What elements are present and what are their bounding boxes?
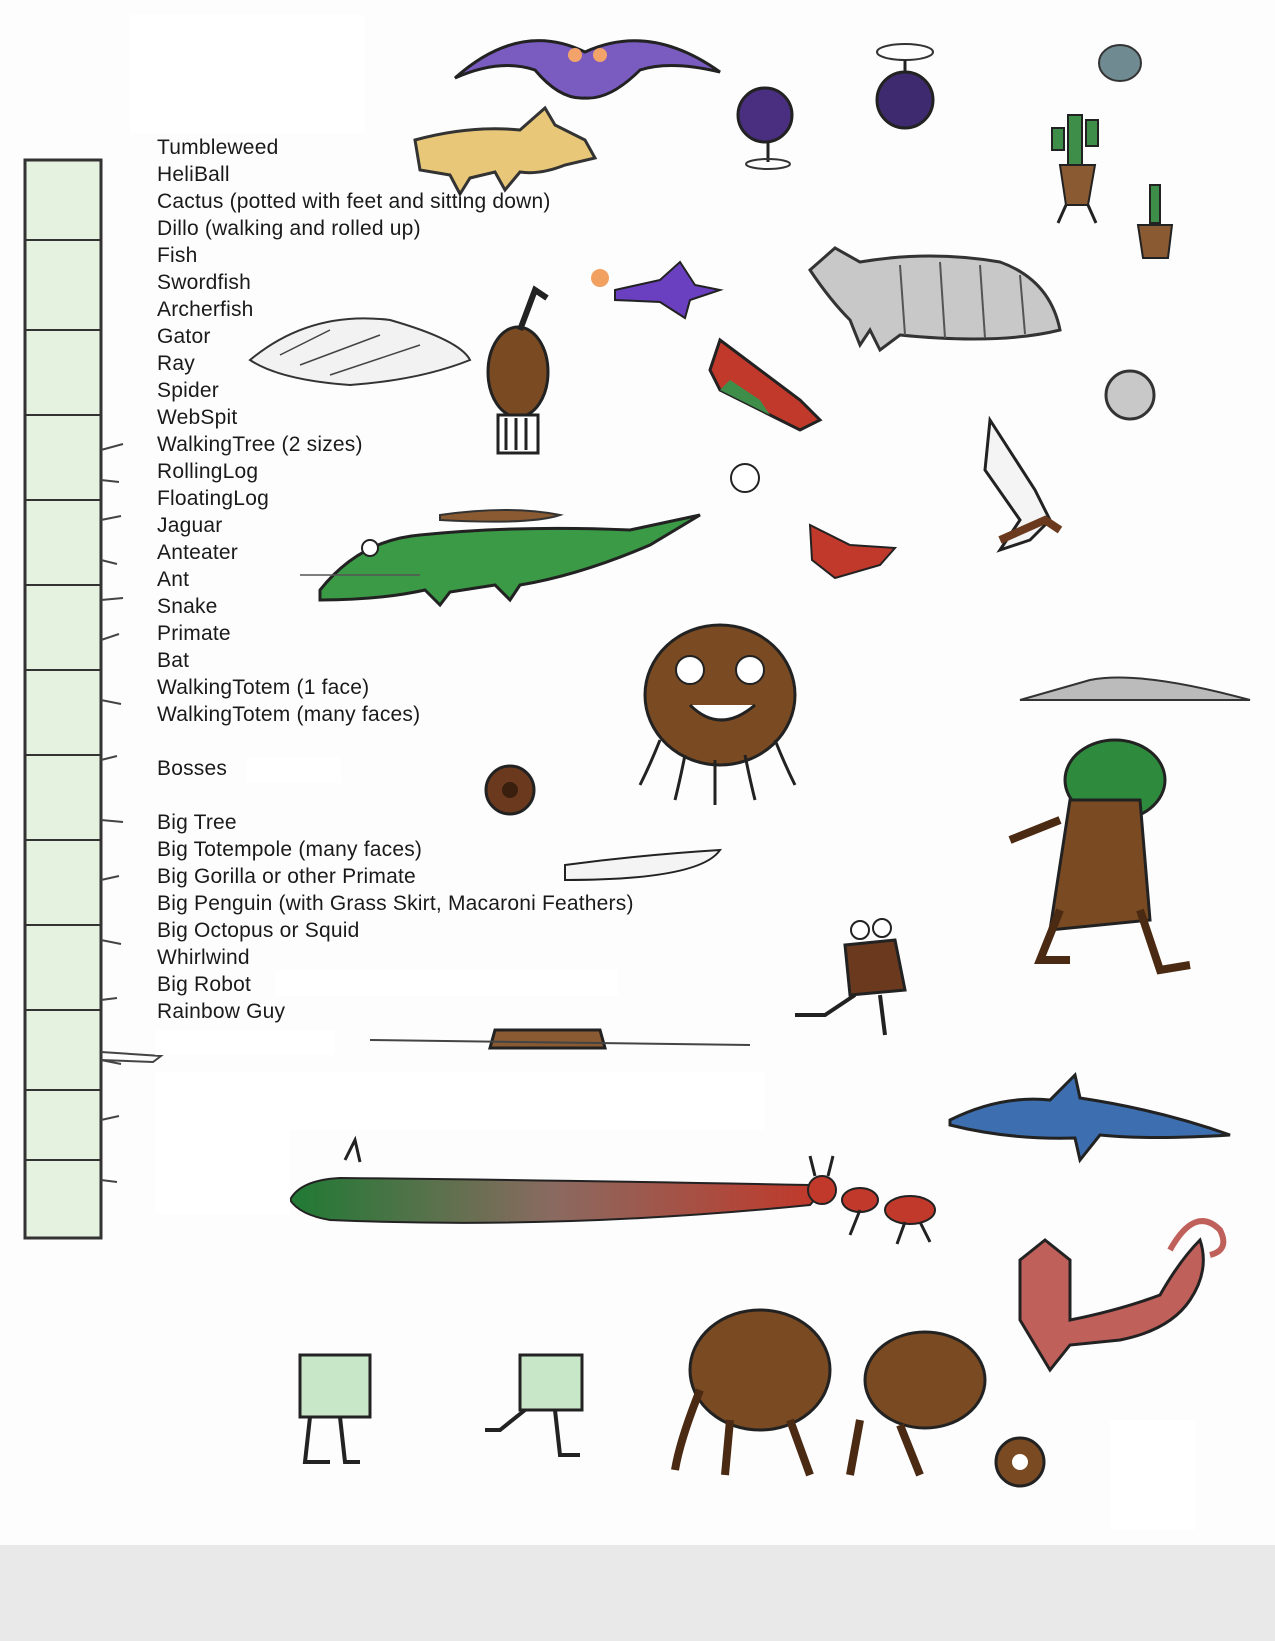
bosses-heading: Bosses [157, 757, 228, 780]
anteater-drawing [950, 1075, 1230, 1160]
list-item: Dillo (walking and rolled up) [157, 217, 421, 240]
boss-item: Big Penguin (with Grass Skirt, Macaroni Feathers) [157, 892, 634, 915]
list-item: WalkingTree (2 sizes) [157, 433, 363, 456]
list-item: Ant [157, 568, 190, 591]
list-item: WalkingTotem (1 face) [157, 676, 370, 699]
bat-drawing [455, 41, 720, 99]
list-item: Anteater [157, 541, 238, 564]
list-item: Jaguar [157, 514, 223, 537]
list-item: Cactus (potted with feet and sitting down) [157, 190, 551, 213]
walking-totem-drawing-2 [300, 1355, 582, 1462]
list-item: WalkingTotem (many faces) [157, 703, 421, 726]
list-item: Snake [157, 595, 218, 618]
walking-totem-drawing [795, 919, 905, 1035]
primate-drawing [640, 625, 795, 805]
list-item: Bat [157, 649, 190, 672]
boss-item: Big Octopus or Squid [157, 919, 360, 942]
list-item: Gator [157, 325, 211, 348]
enemy-list [157, 134, 634, 1025]
boss-item: Whirlwind [157, 946, 250, 969]
boss-item: Big Tree [157, 811, 237, 834]
list-item: Tumbleweed [157, 136, 279, 159]
list-spacer [157, 728, 634, 755]
boss-item: Big Gorilla or other Primate [157, 865, 416, 888]
cactus-drawing [1052, 115, 1172, 258]
ant-boss-drawing [675, 1310, 1044, 1486]
boss-item: Big Robot [157, 973, 252, 996]
boss-item: Big Totempole (many faces) [157, 838, 423, 861]
list-item: Ray [157, 352, 195, 375]
swordfish-drawing [710, 340, 1060, 550]
redaction-d [1110, 1420, 1195, 1530]
list-item: Fish [157, 244, 198, 267]
tumbleweed-drawing [1099, 45, 1141, 81]
ant-drawing [808, 1156, 935, 1244]
boss-item: Rainbow Guy [157, 1000, 286, 1023]
list-item: FloatingLog [157, 487, 269, 510]
snake-drawing [290, 1140, 815, 1223]
primate-drawing-2 [1020, 1221, 1223, 1370]
list-spacer [157, 782, 634, 809]
ruler-drawing [25, 160, 161, 1238]
dillo-drawing [810, 248, 1154, 419]
redaction-c [155, 1130, 290, 1214]
redaction-a [155, 1030, 335, 1055]
redaction-top [130, 15, 365, 133]
list-item: Swordfish [157, 271, 252, 294]
list-item: Archerfish [157, 298, 254, 321]
heliball-drawing [738, 44, 933, 169]
redaction-b [155, 1072, 765, 1130]
walking-tree-drawing [1010, 740, 1190, 970]
list-item: Primate [157, 622, 231, 645]
list-item: Spider [157, 379, 219, 402]
list-item: HeliBall [157, 163, 230, 186]
list-item: WebSpit [157, 406, 238, 429]
list-item: RollingLog [157, 460, 259, 483]
spider-drawing [731, 464, 895, 578]
